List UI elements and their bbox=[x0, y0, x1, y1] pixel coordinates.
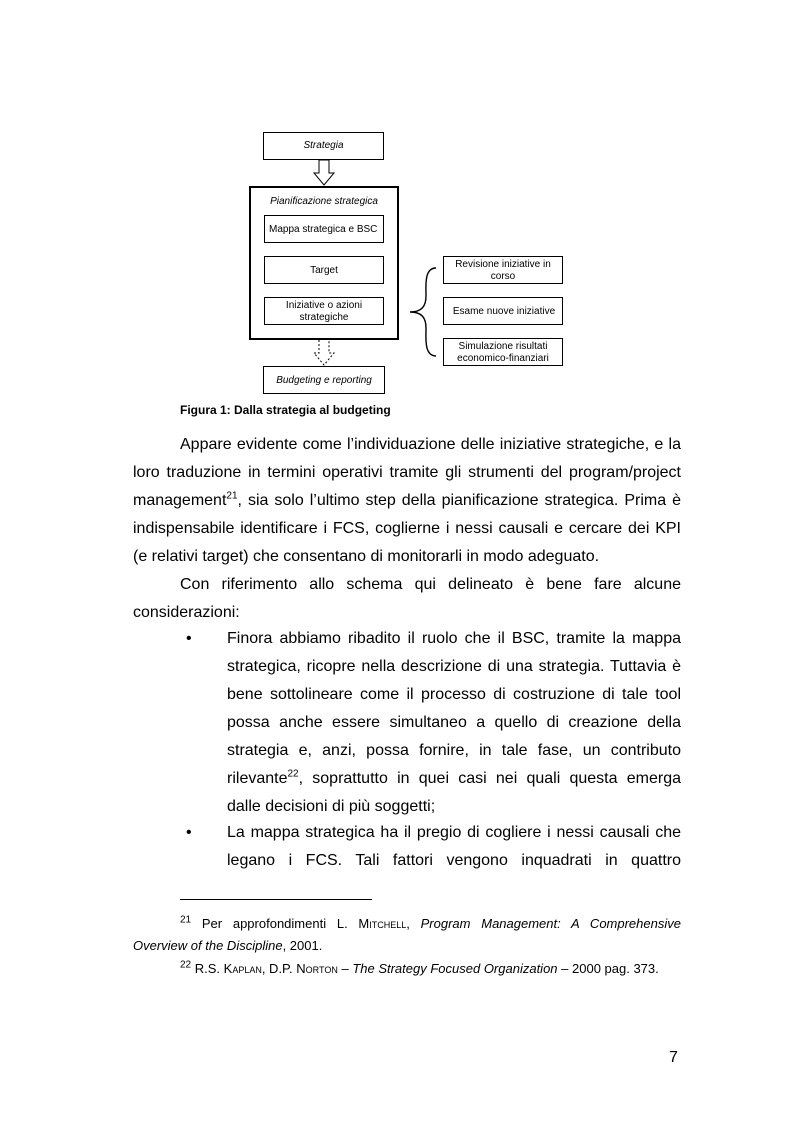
page-number: 7 bbox=[669, 1049, 678, 1066]
mappa-box bbox=[264, 215, 384, 243]
footnote-22-sep: – bbox=[337, 961, 353, 976]
esame-label: Esame nuove iniziative bbox=[452, 306, 556, 317]
mappa-label: Mappa strategica e BSC bbox=[269, 224, 378, 235]
pianificazione-title: Pianificazione strategica bbox=[270, 196, 378, 207]
footnote-22-author: R.S. Kaplan, D.P. Norton bbox=[194, 961, 338, 976]
paragraph-2: Con riferimento allo schema qui delineato è bene fare alcune considerazioni: bbox=[133, 576, 681, 621]
revisione-label: Revisione iniziative in corso bbox=[455, 259, 551, 282]
esame-box bbox=[443, 297, 563, 325]
strategia-box bbox=[263, 132, 384, 160]
budgeting-label: Budgeting e reporting bbox=[276, 375, 372, 386]
simulazione-label: Simulazione risultati economico-finanziari bbox=[457, 341, 549, 364]
footnote-separator bbox=[180, 899, 372, 900]
footnote-22-suffix: – 2000 pag. 373. bbox=[557, 961, 659, 976]
footnote-ref-21: 21 bbox=[226, 490, 238, 502]
footnote-21-suffix: , 2001. bbox=[282, 938, 323, 953]
revisione-box bbox=[443, 256, 563, 284]
strategia-label: Strategia bbox=[303, 140, 344, 151]
curly-brace-icon bbox=[404, 266, 440, 358]
bullet-2-marker: • bbox=[186, 824, 192, 841]
down-arrow-icon bbox=[312, 160, 336, 186]
bullet-1 bbox=[227, 625, 681, 821]
footnote-22-title: The Strategy Focused Organization bbox=[352, 961, 558, 976]
footnote-22-number: 22 bbox=[180, 959, 192, 971]
footnote-21-prefix: Per approfondimenti bbox=[201, 916, 327, 931]
target-label: Target bbox=[310, 265, 338, 276]
footnote-21-author: L. Mitchell bbox=[336, 916, 407, 931]
footnote-22 bbox=[133, 958, 681, 980]
footnote-21 bbox=[133, 913, 681, 957]
bullet-1-text-b: , soprattutto in quei casi nei quali questa emerga dalle decisioni di più soggetti; bbox=[227, 770, 681, 815]
bullet-1-text-a: Finora abbiamo ribadito il ruolo che il BSC, tramite la mappa strategica, ricopre nella descrizione di una strategia. Tuttavia è bene sottolineare come il processo di costruzione di tale tool possa anche essere simultaneo a quello di creazione della strategia e, anzi, possa fornire, in tale fase, un contributo rilevante bbox=[227, 630, 681, 787]
target-box bbox=[264, 256, 384, 284]
bullet-2: La mappa strategica ha il pregio di cogliere i nessi causali che legano i FCS. Tali fattori vengono inquadrati in quattro bbox=[227, 824, 681, 869]
simulazione-box bbox=[443, 338, 563, 366]
iniziative-label: Iniziative o azioni strategiche bbox=[285, 300, 363, 323]
dashed-down-arrow-icon bbox=[312, 340, 336, 366]
paragraph-1-text-b: , sia solo l’ultimo step della pianificazione strategica. Prima è indispensabile identificare i FCS, coglierne i nessi causali e cercare dei KPI (e relativi target) che consentano di monitorarli in modo adeguato. bbox=[133, 492, 681, 565]
paragraph-1 bbox=[133, 431, 681, 571]
footnote-21-title: Program Management: A Comprehensive Overview of the Discipline bbox=[133, 916, 681, 953]
figure-caption: Figura 1: Dalla strategia al budgeting bbox=[180, 403, 391, 417]
footnote-ref-22: 22 bbox=[287, 768, 299, 780]
footnote-21-sep: , bbox=[406, 916, 421, 931]
footnote-21-number: 21 bbox=[180, 914, 192, 926]
paragraph-1-text-a: Appare evidente come l’individuazione delle iniziative strategiche, e la loro traduzione in termini operativi tramite gli strumenti del program/project management bbox=[133, 436, 681, 509]
iniziative-box bbox=[264, 297, 384, 325]
bullet-1-marker: • bbox=[186, 630, 192, 647]
budgeting-box bbox=[263, 366, 385, 394]
